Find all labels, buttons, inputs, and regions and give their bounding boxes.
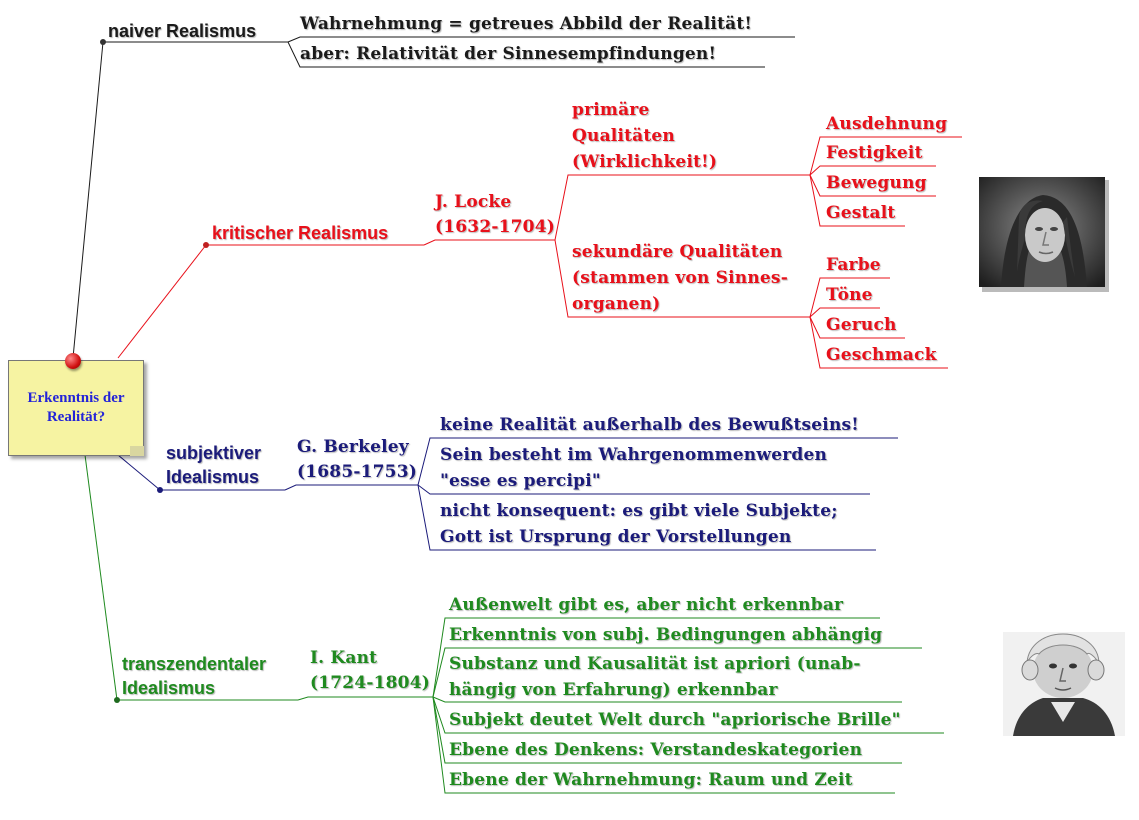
secondary-quality-item[interactable]: Geschmack	[826, 345, 937, 365]
branch-transcendental-idealism[interactable]: transzendentaler Idealismus	[122, 654, 267, 698]
primary-qualities[interactable]: primäre Qualitäten (Wirklichkeit!)	[572, 100, 718, 172]
locke-portrait	[979, 177, 1109, 292]
branch-naive-realism[interactable]: naiver Realismus	[108, 21, 257, 41]
primary-quality-item[interactable]: Ausdehnung	[826, 114, 948, 134]
subjective-item[interactable]: Sein besteht im Wahrgenommenwerden "esse es percipi"	[440, 445, 828, 491]
subjective-item[interactable]: keine Realität außerhalb des Bewußtseins!	[440, 415, 859, 435]
note-fold-corner	[130, 446, 144, 456]
transcendental-item[interactable]: Substanz und Kausalität ist apriori (unab- hängig von Erfahrung) erkennbar	[449, 654, 861, 700]
secondary-quality-item[interactable]: Geruch	[826, 315, 897, 335]
philosopher-berkeley[interactable]: G. Berkeley (1685-1753)	[297, 437, 417, 482]
transcendental-item[interactable]: Ebene der Wahrnehmung: Raum und Zeit	[449, 770, 853, 790]
secondary-qualities[interactable]: sekundäre Qualitäten (stammen von Sinnes- organen)	[572, 242, 788, 314]
subjective-item[interactable]: nicht konsequent: es gibt viele Subjekte; Gott ist Ursprung der Vorstellungen	[440, 501, 838, 547]
pushpin-icon	[65, 353, 81, 369]
branch-critical-realism[interactable]: kritischer Realismus	[212, 223, 389, 243]
branch-subjective-idealism[interactable]: subjektiver Idealismus	[166, 443, 262, 487]
naive-item[interactable]: aber: Relativität der Sinnesempfindungen!	[300, 44, 717, 64]
primary-quality-item[interactable]: Festigkeit	[826, 143, 923, 163]
philosopher-kant[interactable]: I. Kant (1724-1804)	[310, 648, 430, 693]
naive-node-dot	[100, 39, 106, 45]
primary-quality-item[interactable]: Gestalt	[826, 203, 896, 223]
central-topic-text: Erkenntnis der Realität?	[27, 390, 125, 425]
naive-item[interactable]: Wahrnehmung = getreues Abbild der Realität!	[300, 14, 753, 34]
central-topic-note[interactable]	[8, 360, 144, 456]
transcendental-item[interactable]: Außenwelt gibt es, aber nicht erkennbar	[449, 595, 844, 615]
philosopher-locke[interactable]: J. Locke (1632-1704)	[435, 192, 555, 237]
kant-portrait	[1003, 632, 1125, 736]
transcendental-item[interactable]: Erkenntnis von subj. Bedingungen abhängig	[449, 625, 883, 645]
critical-node-dot	[203, 242, 209, 248]
secondary-quality-item[interactable]: Töne	[826, 285, 873, 305]
primary-quality-item[interactable]: Bewegung	[826, 173, 927, 193]
transcendental-item[interactable]: Subjekt deutet Welt durch "apriorische Brille"	[449, 710, 901, 730]
transcendental-item[interactable]: Ebene des Denkens: Verstandeskategorien	[449, 740, 863, 760]
transcendental-node-dot	[114, 697, 120, 703]
subjective-node-dot	[157, 487, 163, 493]
secondary-quality-item[interactable]: Farbe	[826, 255, 881, 275]
